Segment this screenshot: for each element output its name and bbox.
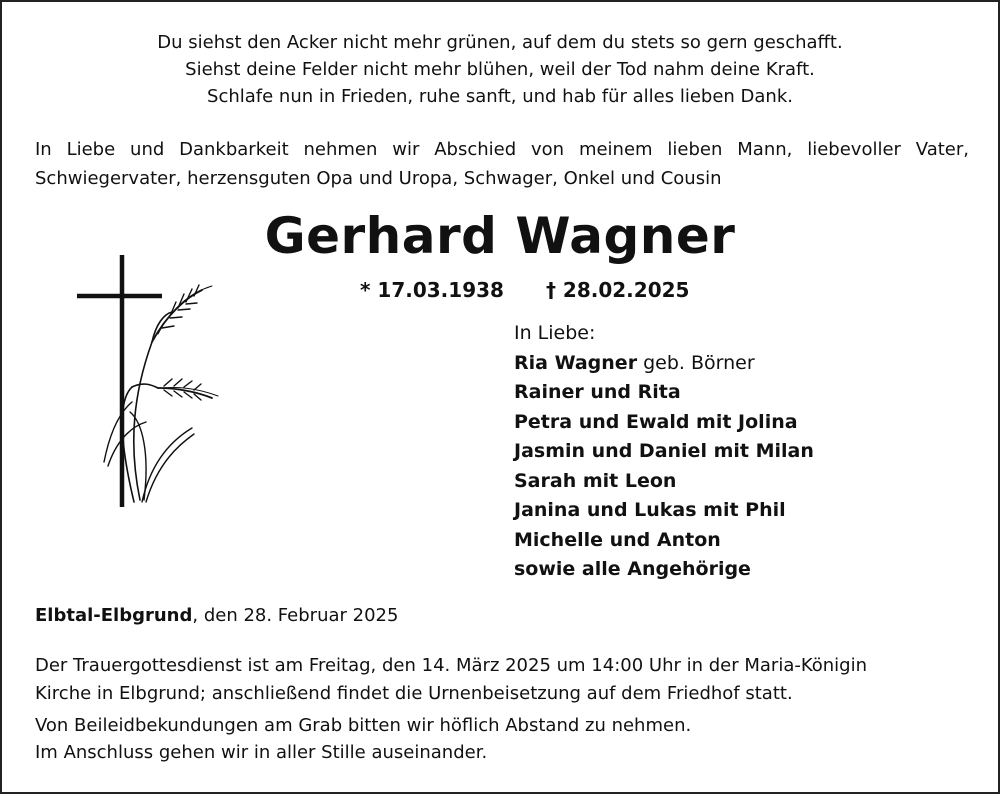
poem-line: Siehst deine Felder nicht mehr blühen, weil der Tod nahm deine Kraft.	[185, 59, 815, 80]
mourner-line: Petra und Ewald mit Jolina	[514, 410, 798, 433]
mourner-line: Rainer und Rita	[514, 381, 681, 403]
service-info	[35, 652, 867, 708]
poem	[2, 29, 998, 110]
life-dates	[360, 276, 689, 304]
place-and-date	[35, 602, 398, 630]
intro-line: Schwiegervater, herzensguten Opa und Uropa, Schwager, Onkel und Cousin	[35, 168, 722, 189]
cross-with-wheat-icon	[72, 252, 222, 512]
place-name: Elbtal-Elbgrund	[35, 605, 193, 626]
mourner-name: Ria Wagner	[514, 351, 638, 374]
closing-note	[35, 712, 691, 766]
intro-line: In Liebe und Dankbarkeit nehmen wir Abschied von meinem lieben Mann, liebevoller Vater,	[35, 139, 969, 160]
mourners-list	[514, 319, 814, 585]
poem-line: Schlafe nun in Frieden, ruhe sanft, und hab für alles lieben Dank.	[207, 86, 793, 107]
poem-line: Du siehst den Acker nicht mehr grünen, auf dem du stets so gern geschafft.	[157, 32, 843, 53]
mourner-line: Sarah mit Leon	[514, 469, 677, 492]
mourner-line: sowie alle Angehörige	[514, 558, 751, 580]
deceased-name: Gerhard Wagner	[264, 207, 736, 265]
birth-date: * 17.03.1938	[360, 278, 504, 302]
mourners-heading: In Liebe:	[514, 322, 596, 344]
mourner-line	[514, 349, 814, 379]
farewell-intro	[35, 135, 969, 193]
notice-date: , den 28. Februar 2025	[192, 605, 399, 626]
death-date: † 28.02.2025	[545, 278, 690, 302]
mourner-line: Michelle und Anton	[514, 528, 721, 551]
service-line: Der Trauergottesdienst ist am Freitag, den 14. März 2025 um 14:00 Uhr in der Maria-Königin	[35, 655, 868, 676]
service-line: Kirche in Elbgrund; anschließend findet die Urnenbeisetzung auf dem Friedhof statt.	[35, 683, 793, 704]
mourner-line: Janina und Lukas mit Phil	[514, 499, 786, 521]
closing-line: Im Anschluss gehen wir in aller Stille auseinander.	[35, 742, 488, 763]
mourner-maiden-name: geb. Börner	[637, 351, 755, 374]
mourner-line: Jasmin und Daniel mit Milan	[514, 440, 814, 462]
closing-line: Von Beileidbekundungen am Grab bitten wir höflich Abstand zu nehmen.	[35, 715, 692, 736]
